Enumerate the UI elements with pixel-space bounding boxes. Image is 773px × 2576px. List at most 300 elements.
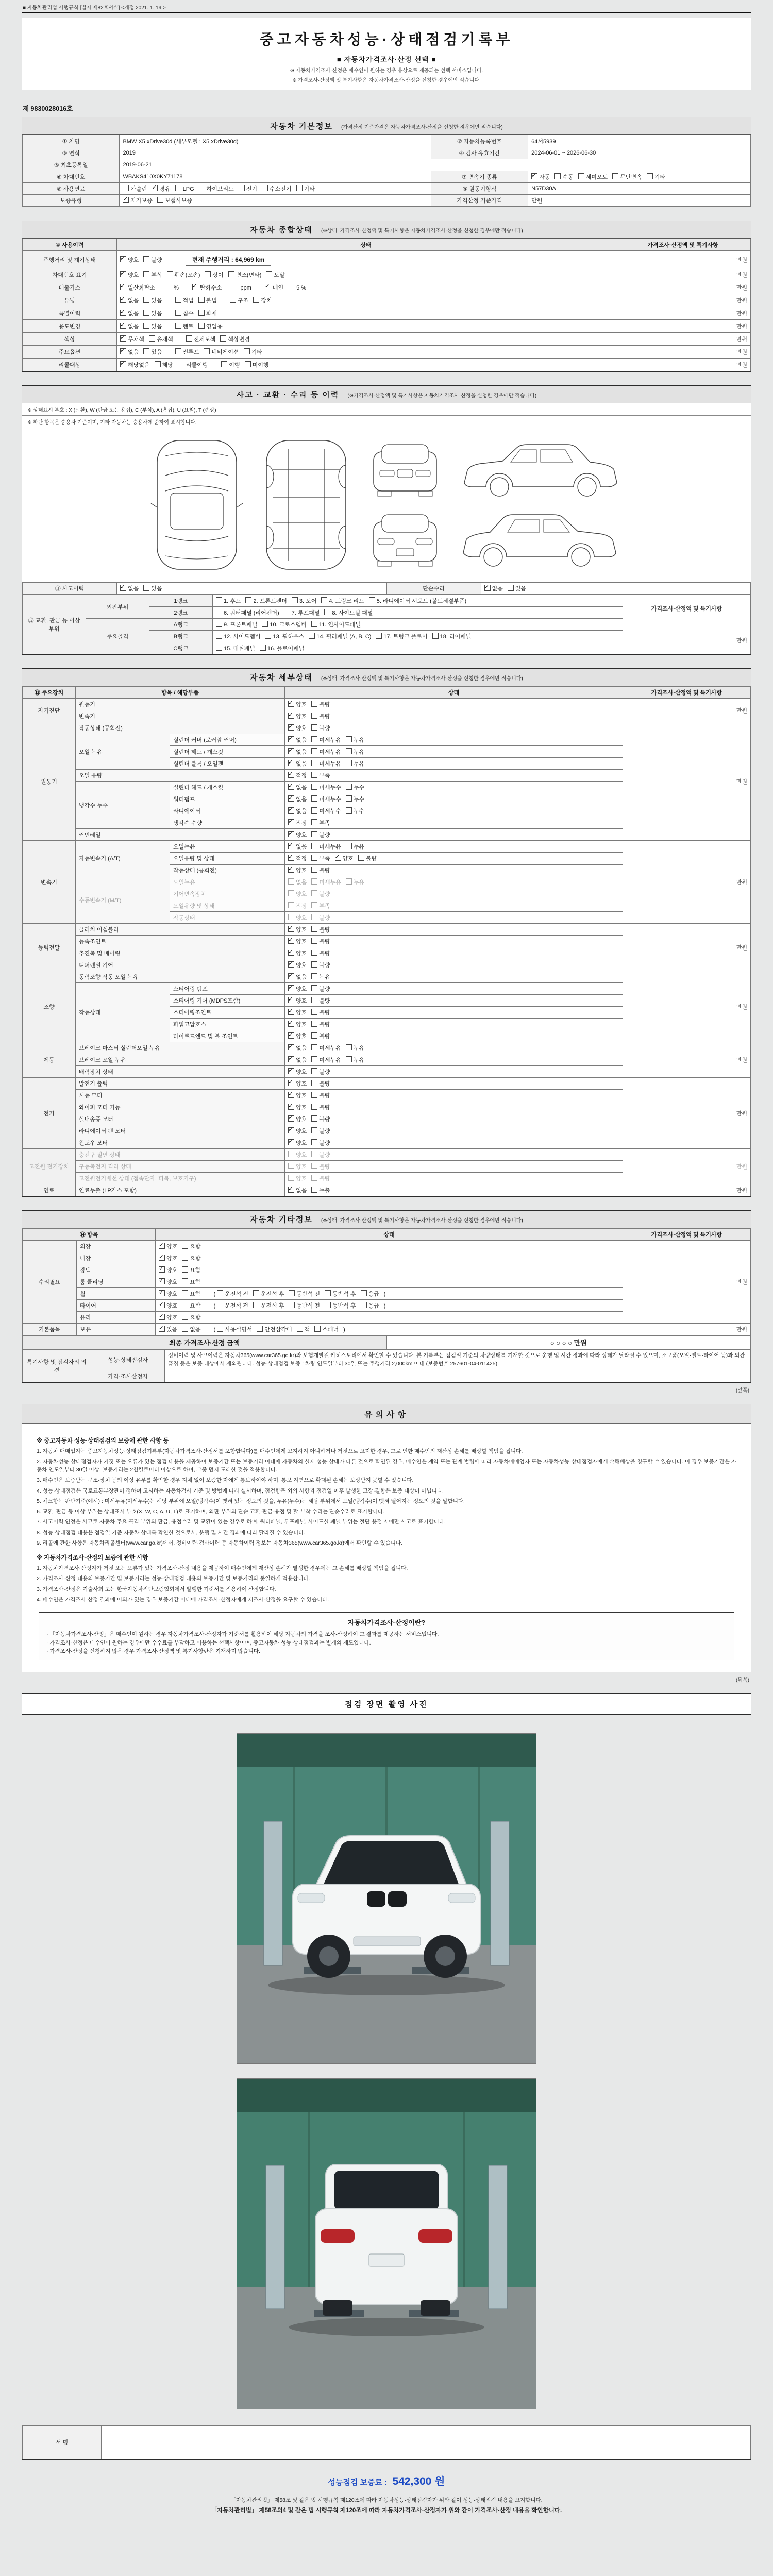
checkbox-option[interactable]: 기타 bbox=[647, 173, 665, 181]
checkbox-option[interactable]: 적정 bbox=[288, 902, 307, 910]
checkbox-option[interactable]: 미세누유 bbox=[311, 1044, 341, 1052]
checkbox-option[interactable]: 불량 bbox=[311, 1067, 330, 1076]
checkbox-option[interactable]: 불량 bbox=[311, 1091, 330, 1099]
checkbox-option[interactable]: 유채색 bbox=[149, 335, 173, 343]
checkbox[interactable] bbox=[217, 1302, 223, 1308]
checkbox[interactable] bbox=[228, 271, 234, 277]
checkbox-option[interactable]: 불량 bbox=[311, 925, 330, 934]
checkbox-option[interactable]: ✓ 양호 bbox=[159, 1301, 177, 1310]
checkbox[interactable] bbox=[311, 1139, 317, 1145]
checkbox[interactable] bbox=[143, 585, 149, 591]
checkbox-option[interactable]: 운전석 후 bbox=[253, 1290, 284, 1298]
checkbox[interactable] bbox=[143, 310, 149, 316]
checkbox-option[interactable]: ✓ 해당없음 bbox=[120, 361, 150, 369]
checkbox-option[interactable]: ✓ 양호 bbox=[288, 1067, 307, 1076]
checkbox[interactable] bbox=[182, 1290, 188, 1296]
checkbox-option[interactable]: 장치 bbox=[253, 296, 272, 304]
checkbox[interactable] bbox=[217, 1326, 223, 1332]
checkbox-option[interactable]: 불량 bbox=[311, 961, 330, 969]
checkbox[interactable] bbox=[369, 597, 375, 603]
checkbox[interactable] bbox=[311, 807, 317, 814]
checkbox[interactable] bbox=[311, 819, 317, 825]
checkbox-option[interactable]: 운전석 후 bbox=[253, 1301, 284, 1310]
panel-item-option[interactable]: 13. 휠하우스 bbox=[265, 632, 304, 640]
checkbox[interactable] bbox=[314, 1326, 321, 1332]
checkbox[interactable] bbox=[311, 784, 317, 790]
checkbox[interactable] bbox=[324, 609, 330, 615]
checkbox-option[interactable]: ✓ 양호 bbox=[335, 854, 354, 862]
checkbox-option[interactable]: 화재 bbox=[198, 309, 217, 317]
checkbox-option[interactable]: 요함 bbox=[182, 1266, 200, 1274]
checkbox-option[interactable]: 이행 bbox=[221, 361, 240, 369]
checkbox-option[interactable]: ✓ 양호 bbox=[288, 700, 307, 708]
checkbox-option[interactable]: 무단변속 bbox=[612, 173, 642, 181]
checkbox[interactable] bbox=[143, 271, 149, 277]
checkbox[interactable] bbox=[265, 633, 271, 639]
checkbox[interactable] bbox=[288, 867, 294, 873]
checkbox[interactable] bbox=[432, 633, 439, 639]
checkbox-option[interactable]: 있음 bbox=[143, 584, 162, 592]
panel-item-option[interactable]: 3. 도어 bbox=[292, 597, 316, 605]
checkbox-option[interactable]: 부식 bbox=[143, 270, 162, 279]
checkbox[interactable] bbox=[253, 1290, 259, 1296]
checkbox[interactable] bbox=[216, 645, 222, 651]
checkbox[interactable] bbox=[182, 1243, 188, 1249]
checkbox-option[interactable]: 기타 bbox=[244, 348, 262, 356]
checkbox-option[interactable]: ✓ 일산화탄소 bbox=[120, 283, 155, 292]
checkbox[interactable] bbox=[216, 621, 222, 627]
checkbox-option[interactable]: ✓ 없음 bbox=[288, 795, 307, 803]
checkbox[interactable] bbox=[311, 1032, 317, 1039]
checkbox[interactable] bbox=[288, 890, 294, 896]
checkbox[interactable] bbox=[311, 890, 317, 896]
checkbox[interactable] bbox=[311, 902, 317, 908]
panel-item-option[interactable]: 11. 인사이드패널 bbox=[311, 620, 361, 629]
checkbox-option[interactable]: 누출 bbox=[311, 1186, 330, 1194]
checkbox-option[interactable]: 누유 bbox=[346, 1056, 364, 1064]
checkbox[interactable] bbox=[288, 878, 294, 885]
checkbox[interactable] bbox=[288, 736, 294, 742]
checkbox[interactable] bbox=[288, 1104, 294, 1110]
checkbox[interactable] bbox=[288, 843, 294, 849]
checkbox-option[interactable]: ✓ 양호 bbox=[159, 1278, 177, 1286]
checkbox-option[interactable]: 사용설명서 bbox=[217, 1325, 252, 1333]
checkbox[interactable] bbox=[245, 597, 251, 603]
checkbox[interactable] bbox=[120, 335, 126, 342]
checkbox-option[interactable]: 미세누유 bbox=[311, 759, 341, 768]
checkbox-option[interactable]: ✓ 없음 bbox=[288, 748, 307, 756]
checkbox[interactable] bbox=[311, 1021, 317, 1027]
checkbox-option[interactable]: 누유 bbox=[346, 878, 364, 886]
checkbox-option[interactable]: ✓ 양호 bbox=[288, 937, 307, 945]
checkbox-option[interactable]: ✓ 자동 bbox=[531, 173, 550, 181]
checkbox-option[interactable]: 동반석 후 bbox=[325, 1301, 356, 1310]
checkbox-option[interactable]: 해당 bbox=[155, 361, 173, 369]
checkbox-option[interactable]: ✓ 양호 bbox=[288, 724, 307, 732]
checkbox[interactable] bbox=[230, 297, 236, 303]
checkbox[interactable] bbox=[531, 173, 537, 179]
checkbox[interactable] bbox=[239, 185, 245, 191]
checkbox[interactable] bbox=[311, 831, 317, 837]
checkbox-option[interactable]: 있음 bbox=[143, 322, 162, 330]
checkbox[interactable] bbox=[143, 323, 149, 329]
checkbox-option[interactable]: ✓ 양호 bbox=[288, 831, 307, 839]
checkbox[interactable] bbox=[325, 1302, 331, 1308]
checkbox[interactable] bbox=[288, 784, 294, 790]
checkbox[interactable] bbox=[311, 1080, 317, 1086]
checkbox-option[interactable]: ✓ 없음 bbox=[288, 807, 307, 815]
checkbox[interactable] bbox=[361, 1290, 367, 1296]
checkbox[interactable] bbox=[346, 736, 352, 742]
checkbox-option[interactable]: 적법 bbox=[175, 296, 194, 304]
checkbox[interactable] bbox=[159, 1243, 165, 1249]
checkbox[interactable] bbox=[311, 724, 317, 731]
checkbox[interactable] bbox=[288, 961, 294, 968]
checkbox[interactable] bbox=[216, 633, 222, 639]
checkbox[interactable] bbox=[216, 609, 222, 615]
checkbox-option[interactable]: 부족 bbox=[311, 819, 330, 827]
checkbox[interactable] bbox=[265, 284, 271, 290]
checkbox-option[interactable]: ✓ 양호 bbox=[288, 1020, 307, 1028]
checkbox[interactable] bbox=[311, 1056, 317, 1062]
checkbox-option[interactable]: 동반석 전 bbox=[289, 1290, 320, 1298]
checkbox[interactable] bbox=[159, 1266, 165, 1273]
checkbox-option[interactable]: 불량 bbox=[311, 1008, 330, 1016]
checkbox[interactable] bbox=[288, 973, 294, 979]
panel-item-option[interactable]: 17. 트렁크 플로어 bbox=[376, 632, 427, 640]
checkbox-option[interactable]: 불량 bbox=[311, 1103, 330, 1111]
checkbox[interactable] bbox=[288, 926, 294, 932]
checkbox[interactable] bbox=[508, 585, 514, 591]
checkbox[interactable] bbox=[346, 784, 352, 790]
checkbox[interactable] bbox=[288, 1092, 294, 1098]
checkbox-option[interactable]: 수소전기 bbox=[262, 184, 292, 193]
checkbox[interactable] bbox=[311, 878, 317, 885]
checkbox[interactable] bbox=[288, 1139, 294, 1145]
panel-item-option[interactable]: 9. 프론트패널 bbox=[216, 620, 257, 629]
checkbox[interactable] bbox=[311, 950, 317, 956]
checkbox-option[interactable]: ✓ 없음 bbox=[288, 1186, 307, 1194]
checkbox-option[interactable]: 양호 bbox=[288, 1150, 307, 1159]
checkbox-option[interactable]: ✓ 없음 bbox=[120, 322, 139, 330]
checkbox[interactable] bbox=[159, 1278, 165, 1284]
checkbox-option[interactable]: 부족 bbox=[311, 854, 330, 862]
checkbox[interactable] bbox=[182, 1314, 188, 1320]
checkbox[interactable] bbox=[120, 348, 126, 354]
checkbox[interactable] bbox=[346, 1044, 352, 1050]
checkbox-option[interactable]: 불량 bbox=[311, 913, 330, 922]
checkbox-option[interactable]: ✓ 탄화수소 bbox=[192, 283, 222, 292]
checkbox-option[interactable]: 있음 bbox=[143, 348, 162, 356]
checkbox-option[interactable]: 불량 bbox=[143, 256, 162, 264]
checkbox[interactable] bbox=[120, 271, 126, 277]
checkbox[interactable] bbox=[311, 1151, 317, 1157]
checkbox[interactable] bbox=[288, 1163, 294, 1169]
checkbox[interactable] bbox=[311, 997, 317, 1003]
checkbox-option[interactable]: 불량 bbox=[311, 866, 330, 874]
checkbox[interactable] bbox=[288, 831, 294, 837]
checkbox[interactable] bbox=[484, 585, 491, 591]
checkbox[interactable] bbox=[311, 914, 317, 920]
checkbox-option[interactable]: 응급 bbox=[361, 1301, 379, 1310]
checkbox-option[interactable]: 요함 bbox=[182, 1242, 200, 1250]
checkbox-option[interactable]: 불량 bbox=[311, 1127, 330, 1135]
checkbox-option[interactable]: 누수 bbox=[346, 783, 364, 791]
checkbox[interactable] bbox=[182, 1326, 188, 1332]
checkbox-option[interactable]: ✓ 양호 bbox=[159, 1290, 177, 1298]
checkbox[interactable] bbox=[159, 1326, 165, 1332]
checkbox[interactable] bbox=[346, 1056, 352, 1062]
checkbox[interactable] bbox=[288, 1127, 294, 1133]
checkbox[interactable] bbox=[346, 843, 352, 849]
checkbox[interactable] bbox=[288, 1080, 294, 1086]
checkbox[interactable] bbox=[288, 772, 294, 778]
checkbox[interactable] bbox=[311, 938, 317, 944]
checkbox-option[interactable]: ✓ 양호 bbox=[288, 1115, 307, 1123]
checkbox[interactable] bbox=[199, 185, 205, 191]
checkbox[interactable] bbox=[288, 819, 294, 825]
checkbox-option[interactable]: 누유 bbox=[346, 748, 364, 756]
checkbox-option[interactable]: ✓ 없음 bbox=[288, 1056, 307, 1064]
checkbox[interactable] bbox=[311, 926, 317, 932]
checkbox-option[interactable]: 불량 bbox=[311, 831, 330, 839]
checkbox[interactable] bbox=[289, 1290, 295, 1296]
panel-item-option[interactable]: 8. 사이드실 패널 bbox=[324, 608, 373, 617]
checkbox-option[interactable]: 불량 bbox=[311, 1162, 330, 1171]
checkbox[interactable] bbox=[216, 597, 222, 603]
checkbox-option[interactable]: ✓ 양호 bbox=[159, 1313, 177, 1321]
checkbox[interactable] bbox=[325, 1290, 331, 1296]
checkbox-option[interactable]: ✓ 없음 bbox=[288, 736, 307, 744]
checkbox[interactable] bbox=[311, 843, 317, 849]
checkbox-option[interactable]: 부족 bbox=[311, 902, 330, 910]
checkbox[interactable] bbox=[245, 361, 251, 367]
checkbox[interactable] bbox=[152, 185, 158, 191]
checkbox[interactable] bbox=[175, 323, 181, 329]
checkbox-option[interactable]: 누유 bbox=[346, 842, 364, 851]
panel-item-option[interactable]: 2. 프론트펜더 bbox=[245, 597, 287, 605]
checkbox[interactable] bbox=[159, 1314, 165, 1320]
checkbox[interactable] bbox=[288, 724, 294, 731]
checkbox-option[interactable]: 미세누유 bbox=[311, 736, 341, 744]
checkbox[interactable] bbox=[175, 348, 181, 354]
checkbox-option[interactable]: ✓ 양호 bbox=[120, 270, 139, 279]
checkbox-option[interactable]: ✓ 양호 bbox=[288, 996, 307, 1005]
checkbox[interactable] bbox=[311, 760, 317, 766]
checkbox[interactable] bbox=[346, 878, 352, 885]
checkbox-option[interactable]: ✓ 양호 bbox=[288, 1103, 307, 1111]
checkbox[interactable] bbox=[612, 173, 618, 179]
checkbox[interactable] bbox=[120, 585, 126, 591]
checkbox-option[interactable]: 누유 bbox=[346, 759, 364, 768]
checkbox[interactable] bbox=[321, 597, 327, 603]
checkbox-option[interactable]: ✓ 양호 bbox=[288, 1091, 307, 1099]
checkbox-option[interactable]: 네비게이션 bbox=[204, 348, 239, 356]
checkbox[interactable] bbox=[311, 855, 317, 861]
checkbox[interactable] bbox=[311, 621, 317, 627]
checkbox[interactable] bbox=[311, 1115, 317, 1122]
checkbox-option[interactable]: 미세누수 bbox=[311, 783, 341, 791]
checkbox[interactable] bbox=[120, 310, 126, 316]
checkbox[interactable] bbox=[155, 361, 161, 367]
panel-item-option[interactable]: 18. 리어패널 bbox=[432, 632, 472, 640]
checkbox[interactable] bbox=[288, 914, 294, 920]
checkbox[interactable] bbox=[205, 271, 211, 277]
checkbox[interactable] bbox=[143, 348, 149, 354]
checkbox[interactable] bbox=[311, 1044, 317, 1050]
checkbox[interactable] bbox=[311, 1187, 317, 1193]
checkbox-option[interactable]: 전체도색 bbox=[186, 335, 216, 343]
checkbox[interactable] bbox=[262, 185, 268, 191]
checkbox-option[interactable]: ✓ 적정 bbox=[288, 854, 307, 862]
checkbox[interactable] bbox=[346, 807, 352, 814]
checkbox[interactable] bbox=[311, 736, 317, 742]
panel-item-option[interactable]: 1. 후드 bbox=[216, 597, 241, 605]
checkbox-option[interactable]: ✓ 없음 bbox=[120, 584, 139, 592]
panel-item-option[interactable]: 14. 필러패널 (A, B, C) bbox=[309, 632, 371, 640]
checkbox[interactable] bbox=[288, 1187, 294, 1193]
checkbox[interactable] bbox=[288, 795, 294, 802]
checkbox-option[interactable]: 운전석 전 bbox=[217, 1301, 248, 1310]
checkbox[interactable] bbox=[149, 335, 155, 342]
checkbox-option[interactable]: 불량 bbox=[311, 890, 330, 898]
checkbox[interactable] bbox=[120, 284, 126, 290]
checkbox-option[interactable]: 썬루프 bbox=[175, 348, 199, 356]
checkbox-option[interactable]: 누유 bbox=[346, 736, 364, 744]
checkbox-option[interactable]: 동반석 전 bbox=[289, 1301, 320, 1310]
checkbox-option[interactable]: ✓ 없음 bbox=[288, 759, 307, 768]
checkbox[interactable] bbox=[123, 185, 129, 191]
checkbox-option[interactable]: 기타 bbox=[296, 184, 315, 193]
checkbox-option[interactable]: 수동 bbox=[554, 173, 573, 181]
checkbox-option[interactable]: 불량 bbox=[311, 712, 330, 720]
checkbox[interactable] bbox=[578, 173, 584, 179]
checkbox-option[interactable]: 요함 bbox=[182, 1301, 200, 1310]
checkbox[interactable] bbox=[358, 855, 364, 861]
checkbox[interactable] bbox=[288, 1115, 294, 1122]
checkbox-option[interactable]: 불량 bbox=[311, 724, 330, 732]
checkbox[interactable] bbox=[288, 748, 294, 754]
checkbox-option[interactable]: ✓ 양호 bbox=[288, 1127, 307, 1135]
checkbox-option[interactable]: 영업용 bbox=[198, 322, 223, 330]
checkbox-option[interactable]: 불량 bbox=[311, 949, 330, 957]
checkbox[interactable] bbox=[335, 855, 341, 861]
checkbox[interactable] bbox=[167, 271, 173, 277]
panel-item-option[interactable]: 12. 사이드멤버 bbox=[216, 632, 260, 640]
checkbox-option[interactable]: 불량 bbox=[311, 1139, 330, 1147]
checkbox[interactable] bbox=[143, 256, 149, 262]
checkbox[interactable] bbox=[288, 807, 294, 814]
checkbox-option[interactable]: 있음 bbox=[143, 309, 162, 317]
checkbox-option[interactable]: 요함 bbox=[182, 1290, 200, 1298]
panel-item-option[interactable]: 4. 트렁크 리드 bbox=[321, 597, 364, 605]
checkbox-option[interactable]: ✓ 적정 bbox=[288, 819, 307, 827]
checkbox[interactable] bbox=[120, 297, 126, 303]
checkbox-option[interactable]: ✓ 없음 bbox=[120, 296, 139, 304]
checkbox[interactable] bbox=[159, 1255, 165, 1261]
checkbox[interactable] bbox=[204, 348, 210, 354]
panel-item-option[interactable]: 16. 플로어패널 bbox=[260, 644, 304, 652]
checkbox[interactable] bbox=[288, 1151, 294, 1157]
checkbox[interactable] bbox=[186, 335, 192, 342]
checkbox[interactable] bbox=[266, 271, 272, 277]
panel-item-option[interactable]: 10. 크로스멤버 bbox=[262, 620, 306, 629]
checkbox-option[interactable]: ✓ 양호 bbox=[288, 1032, 307, 1040]
checkbox-option[interactable]: ✓ 없음 bbox=[288, 842, 307, 851]
checkbox[interactable] bbox=[288, 950, 294, 956]
checkbox[interactable] bbox=[311, 961, 317, 968]
checkbox-option[interactable]: 없음 bbox=[288, 878, 307, 886]
checkbox[interactable] bbox=[288, 985, 294, 991]
checkbox[interactable] bbox=[288, 701, 294, 707]
checkbox-option[interactable]: ✓ 경유 bbox=[152, 184, 170, 193]
checkbox-option[interactable]: ✓ 양호 bbox=[288, 866, 307, 874]
checkbox[interactable] bbox=[288, 713, 294, 719]
panel-item-option[interactable]: 15. 대쉬패널 bbox=[216, 644, 255, 652]
checkbox[interactable] bbox=[311, 1163, 317, 1169]
checkbox[interactable] bbox=[253, 1302, 259, 1308]
checkbox-option[interactable]: 요함 bbox=[182, 1313, 200, 1321]
checkbox-option[interactable]: 불량 bbox=[311, 985, 330, 993]
checkbox-option[interactable]: 양호 bbox=[288, 1174, 307, 1182]
checkbox-option[interactable]: 변조(변타) bbox=[228, 270, 262, 279]
checkbox-option[interactable]: 불량 bbox=[311, 1079, 330, 1088]
checkbox-option[interactable]: ✓ 양호 bbox=[120, 256, 139, 264]
checkbox-option[interactable]: ✓ 양호 bbox=[159, 1254, 177, 1262]
checkbox[interactable] bbox=[221, 361, 227, 367]
checkbox-option[interactable]: ✓ 없음 bbox=[484, 584, 503, 592]
checkbox[interactable] bbox=[288, 1044, 294, 1050]
checkbox[interactable] bbox=[175, 185, 181, 191]
checkbox-option[interactable]: 응급 bbox=[361, 1290, 379, 1298]
checkbox-option[interactable]: 불량 bbox=[358, 854, 377, 862]
checkbox-option[interactable]: ✓ 있음 bbox=[159, 1325, 177, 1333]
checkbox[interactable] bbox=[198, 297, 205, 303]
checkbox[interactable] bbox=[175, 310, 181, 316]
checkbox[interactable] bbox=[182, 1302, 188, 1308]
checkbox[interactable] bbox=[284, 609, 290, 615]
checkbox-option[interactable]: 불량 bbox=[311, 1032, 330, 1040]
checkbox[interactable] bbox=[262, 621, 268, 627]
checkbox-option[interactable]: 하이브리드 bbox=[199, 184, 234, 193]
checkbox-option[interactable]: 부족 bbox=[311, 771, 330, 779]
checkbox[interactable] bbox=[346, 748, 352, 754]
checkbox-option[interactable]: 운전석 전 bbox=[217, 1290, 248, 1298]
checkbox-option[interactable]: 불량 bbox=[311, 1020, 330, 1028]
checkbox-option[interactable]: ✓ 양호 bbox=[288, 712, 307, 720]
checkbox[interactable] bbox=[288, 1068, 294, 1074]
checkbox-option[interactable]: 도말 bbox=[266, 270, 284, 279]
checkbox[interactable] bbox=[175, 297, 181, 303]
checkbox-option[interactable]: ✓ 양호 bbox=[288, 985, 307, 993]
checkbox[interactable] bbox=[311, 795, 317, 802]
checkbox-option[interactable]: ✓ 양호 bbox=[288, 1139, 307, 1147]
checkbox[interactable] bbox=[288, 1009, 294, 1015]
checkbox[interactable] bbox=[311, 973, 317, 979]
checkbox[interactable] bbox=[311, 772, 317, 778]
checkbox[interactable] bbox=[297, 1326, 303, 1332]
checkbox-option[interactable]: 누유 bbox=[346, 1044, 364, 1052]
checkbox[interactable] bbox=[311, 1104, 317, 1110]
checkbox[interactable] bbox=[288, 938, 294, 944]
checkbox-option[interactable]: 미세누유 bbox=[311, 748, 341, 756]
checkbox-option[interactable]: 안전삼각대 bbox=[257, 1325, 292, 1333]
checkbox[interactable] bbox=[647, 173, 653, 179]
checkbox-option[interactable]: 미세누유 bbox=[311, 1056, 341, 1064]
checkbox[interactable] bbox=[159, 1302, 165, 1308]
checkbox-option[interactable]: 렌트 bbox=[175, 322, 194, 330]
checkbox[interactable] bbox=[217, 1290, 223, 1296]
